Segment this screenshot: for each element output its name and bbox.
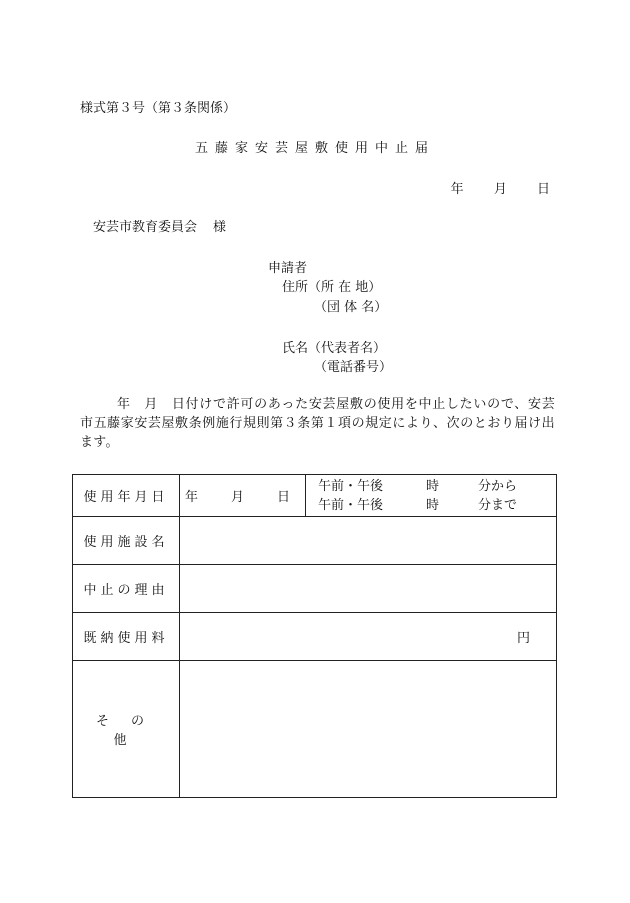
cancellation-reason-label: 中止の理由 xyxy=(73,565,180,613)
other-label: その他 xyxy=(73,661,180,798)
cancellation-form-table xyxy=(72,474,557,798)
usage-date-label: 使用年月日 xyxy=(73,475,180,517)
document-title: 五藤家安芸屋敷使用中止届 xyxy=(194,141,435,156)
facility-name-label: 使用施設名 xyxy=(73,517,180,565)
time-to-line xyxy=(312,496,556,515)
usage-time-field[interactable] xyxy=(306,475,557,517)
paid-fee-field[interactable] xyxy=(180,613,557,661)
applicant-heading: 申請者 xyxy=(268,261,308,276)
addressee-name: 安芸市教育委員会 xyxy=(93,220,198,235)
other-field[interactable] xyxy=(180,661,557,798)
cancellation-reason-field[interactable] xyxy=(180,565,557,613)
addressee xyxy=(93,216,226,235)
submission-date-line xyxy=(425,178,550,197)
applicant-phone-label: （電話番号） xyxy=(314,360,393,375)
time-from-line xyxy=(312,477,556,496)
applicant-organization-label: （団 体 名） xyxy=(314,300,388,315)
time-from-hour: 時 xyxy=(426,478,440,494)
date-year-label: 年 xyxy=(450,182,464,197)
paid-fee-label: 既納使用料 xyxy=(73,613,180,661)
usage-date-field[interactable]: 年 月 日 xyxy=(180,475,306,517)
body-paragraph: 年 月 日付けで許可のあった安芸屋敷の使用を中止したいので、安芸市五藤家安芸屋敷条例施行規則第３条第１項の規定により、次のとおり届け出ます。 xyxy=(80,397,555,450)
addressee-honorific: 様 xyxy=(213,220,227,235)
form-number-label: 様式第３号（第３条関係） xyxy=(80,101,237,116)
facility-name-field[interactable] xyxy=(180,517,557,565)
table-row-usage-date xyxy=(73,475,557,517)
applicant-address-label: 住所（所 在 地） xyxy=(282,280,382,295)
applicant-name-label: 氏名（代表者名） xyxy=(282,341,387,356)
table-row-facility xyxy=(73,517,557,565)
time-to-minute: 分まで xyxy=(478,497,518,513)
table-row-fee xyxy=(73,613,557,661)
time-from-ampm: 午前・午後 xyxy=(318,478,384,494)
time-from-minute: 分から xyxy=(478,478,518,494)
date-month-label: 月 xyxy=(493,182,507,197)
table-row-reason xyxy=(73,565,557,613)
yen-unit: 円 xyxy=(516,631,530,646)
date-day-label: 日 xyxy=(536,182,550,197)
time-to-ampm: 午前・午後 xyxy=(318,497,384,513)
time-to-hour: 時 xyxy=(426,497,440,513)
table-row-other xyxy=(73,661,557,798)
